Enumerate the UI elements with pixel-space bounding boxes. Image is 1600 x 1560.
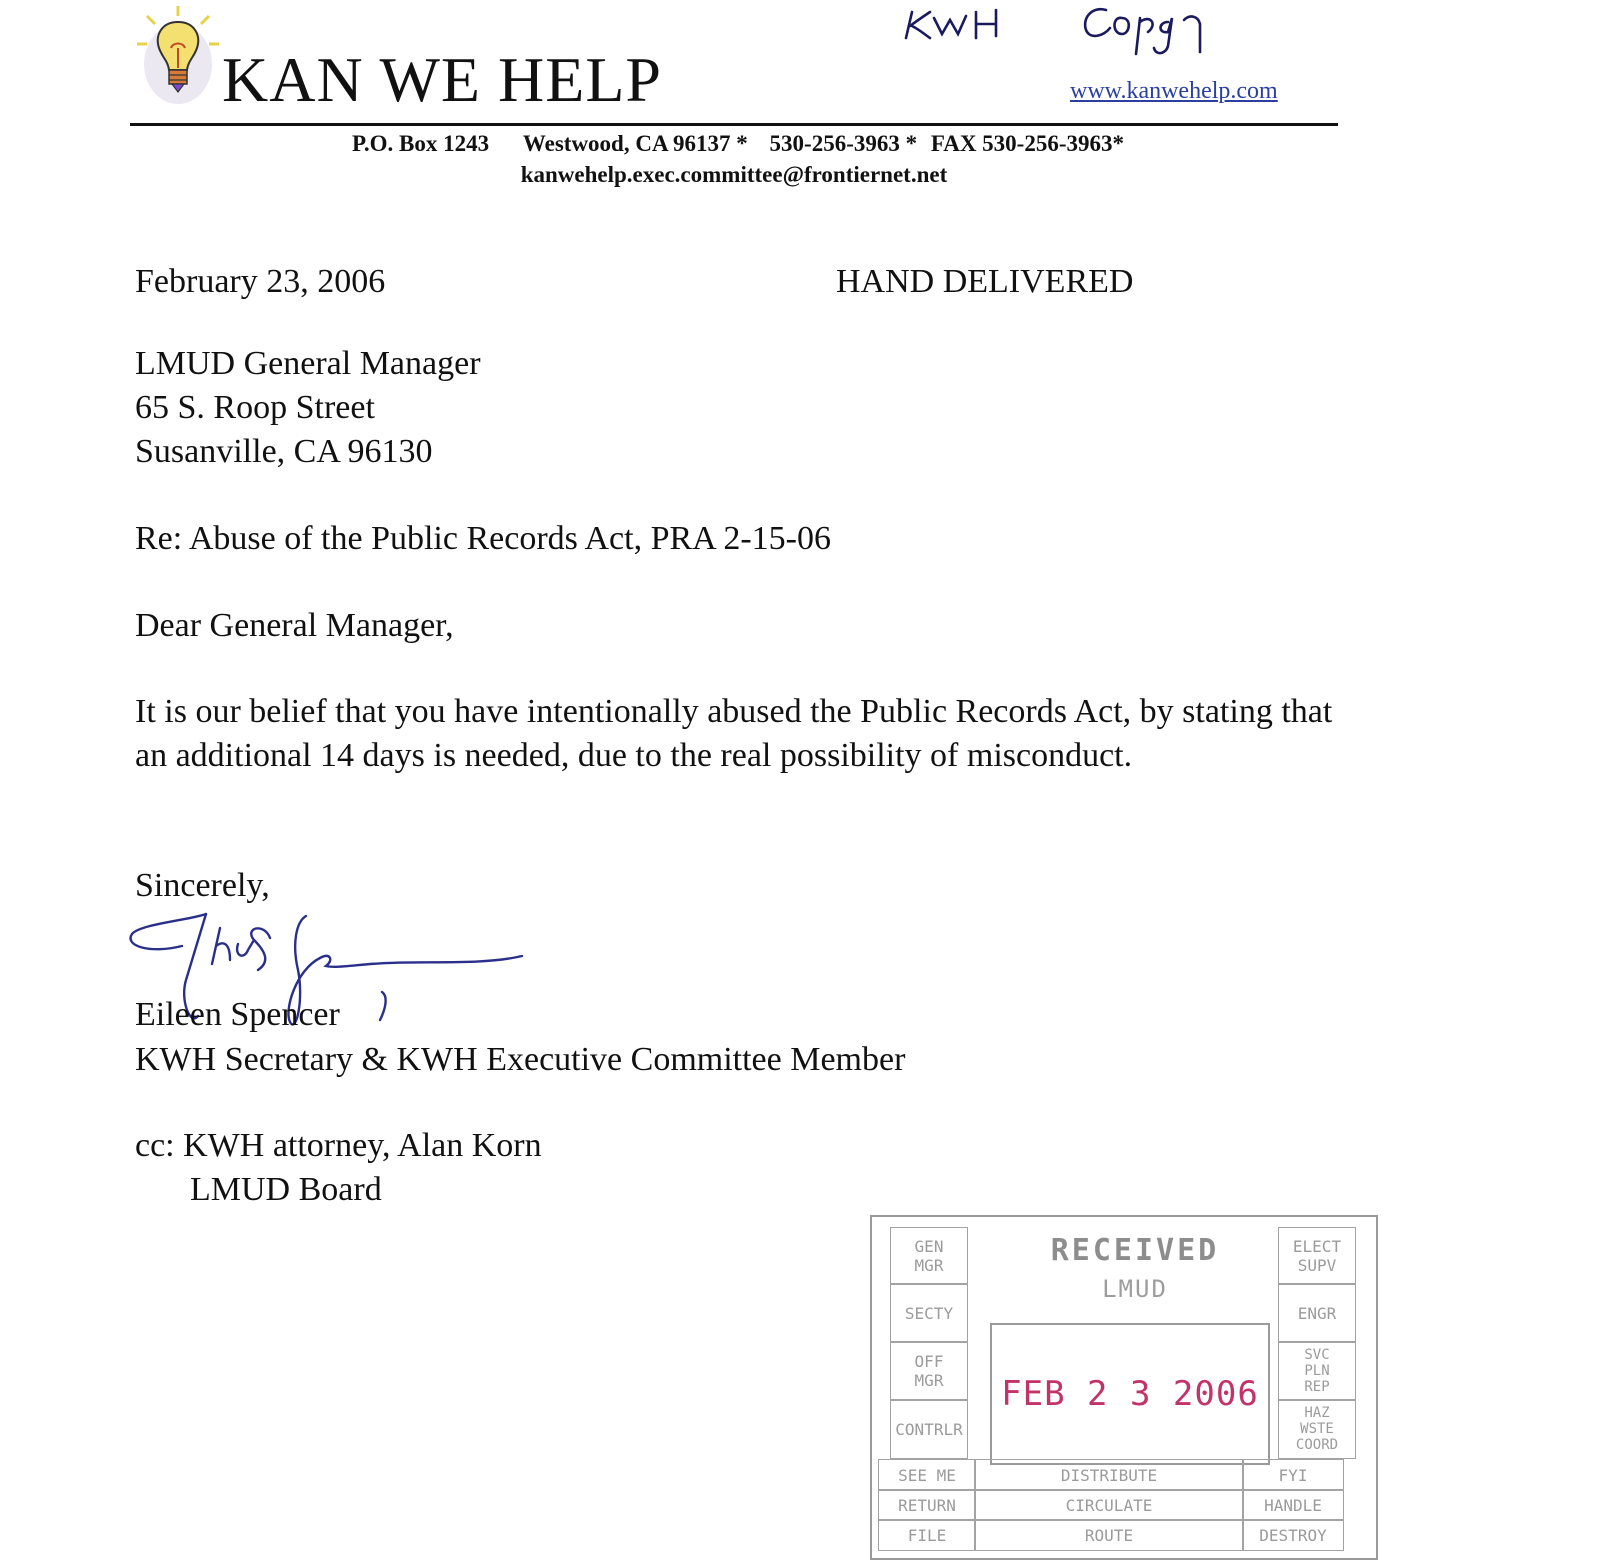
cc-line-2: LMUD Board	[190, 1171, 382, 1208]
fax: FAX 530-256-3963*	[930, 131, 1125, 156]
stamp-cell-return: RETURN	[878, 1489, 976, 1521]
delivery-method: HAND DELIVERED	[836, 263, 1134, 300]
stamp-cell-file: FILE	[878, 1519, 976, 1551]
stamp-cell-circulate: CIRCULATE	[974, 1489, 1244, 1521]
letter-date: February 23, 2006	[135, 263, 386, 300]
stamp-cell-destroy: DESTROY	[1242, 1519, 1344, 1551]
email[interactable]: kanwehelp.exec.committee@frontiernet.net	[520, 162, 948, 187]
recipient-line-2: 65 S. Roop Street	[135, 389, 375, 426]
stamp-cell-svc-pln-rep: SVC PLN REP	[1278, 1341, 1356, 1401]
recipient-line-1: LMUD General Manager	[135, 345, 481, 382]
letter-body: It is our belief that you have intentionally abused the Public Records Act, by stating that an additional 14 days is needed, due to the real possibility of misconduct.	[135, 693, 1333, 774]
stamp-cell-secty: SECTY	[890, 1283, 968, 1343]
salutation: Dear General Manager,	[135, 607, 454, 644]
city-zip: Westwood, CA 96137 *	[522, 131, 748, 156]
stamp-cell-contrlr: CONTRLR	[890, 1399, 968, 1459]
lightbulb-logo-icon	[133, 4, 223, 106]
stamp-cell-engr: ENGR	[1278, 1283, 1356, 1343]
stamp-date-box	[990, 1323, 1270, 1465]
letterhead-divider	[130, 123, 1338, 126]
stamp-received-label: RECEIVED	[1050, 1233, 1220, 1268]
subject-line: Re: Abuse of the Public Records Act, PRA 2-15-06	[135, 520, 832, 557]
website-link[interactable]: www.kanwehelp.com	[1070, 78, 1278, 104]
stamp-cell-route: ROUTE	[974, 1519, 1244, 1551]
stamp-cell-elect-supv: ELECT SUPV	[1278, 1227, 1356, 1285]
stamp-cell-fyi: FYI	[1242, 1459, 1344, 1491]
closing: Sincerely,	[135, 867, 270, 904]
stamp-cell-gen-mgr: GEN MGR	[890, 1227, 968, 1285]
organization-name: KAN WE HELP	[222, 44, 662, 115]
received-stamp	[870, 1215, 1378, 1556]
signer-title: KWH Secretary & KWH Executive Committee Member	[135, 1041, 906, 1078]
contact-line	[130, 128, 1338, 159]
letterhead-contact-block	[130, 128, 1338, 190]
handwritten-copy-annotation	[900, 0, 1220, 70]
po-box: P.O. Box 1243	[351, 131, 490, 156]
cc-line-1: cc: KWH attorney, Alan Korn	[135, 1127, 542, 1164]
stamp-cell-off-mgr: OFF MGR	[890, 1341, 968, 1401]
stamp-cell-haz-wste-coord: HAZ WSTE COORD	[1278, 1399, 1356, 1459]
phone: 530-256-3963 *	[769, 131, 918, 156]
recipient-line-3: Susanville, CA 96130	[135, 433, 433, 470]
stamp-cell-distribute: DISTRIBUTE	[974, 1459, 1244, 1491]
stamp-cell-handle: HANDLE	[1242, 1489, 1344, 1521]
stamp-org-label: LMUD	[1102, 1275, 1168, 1303]
signer-name: Eileen Spencer	[135, 996, 340, 1033]
stamp-date: FEB 2 3 2006	[1001, 1374, 1259, 1414]
stamp-cell-see-me: SEE ME	[878, 1459, 976, 1491]
